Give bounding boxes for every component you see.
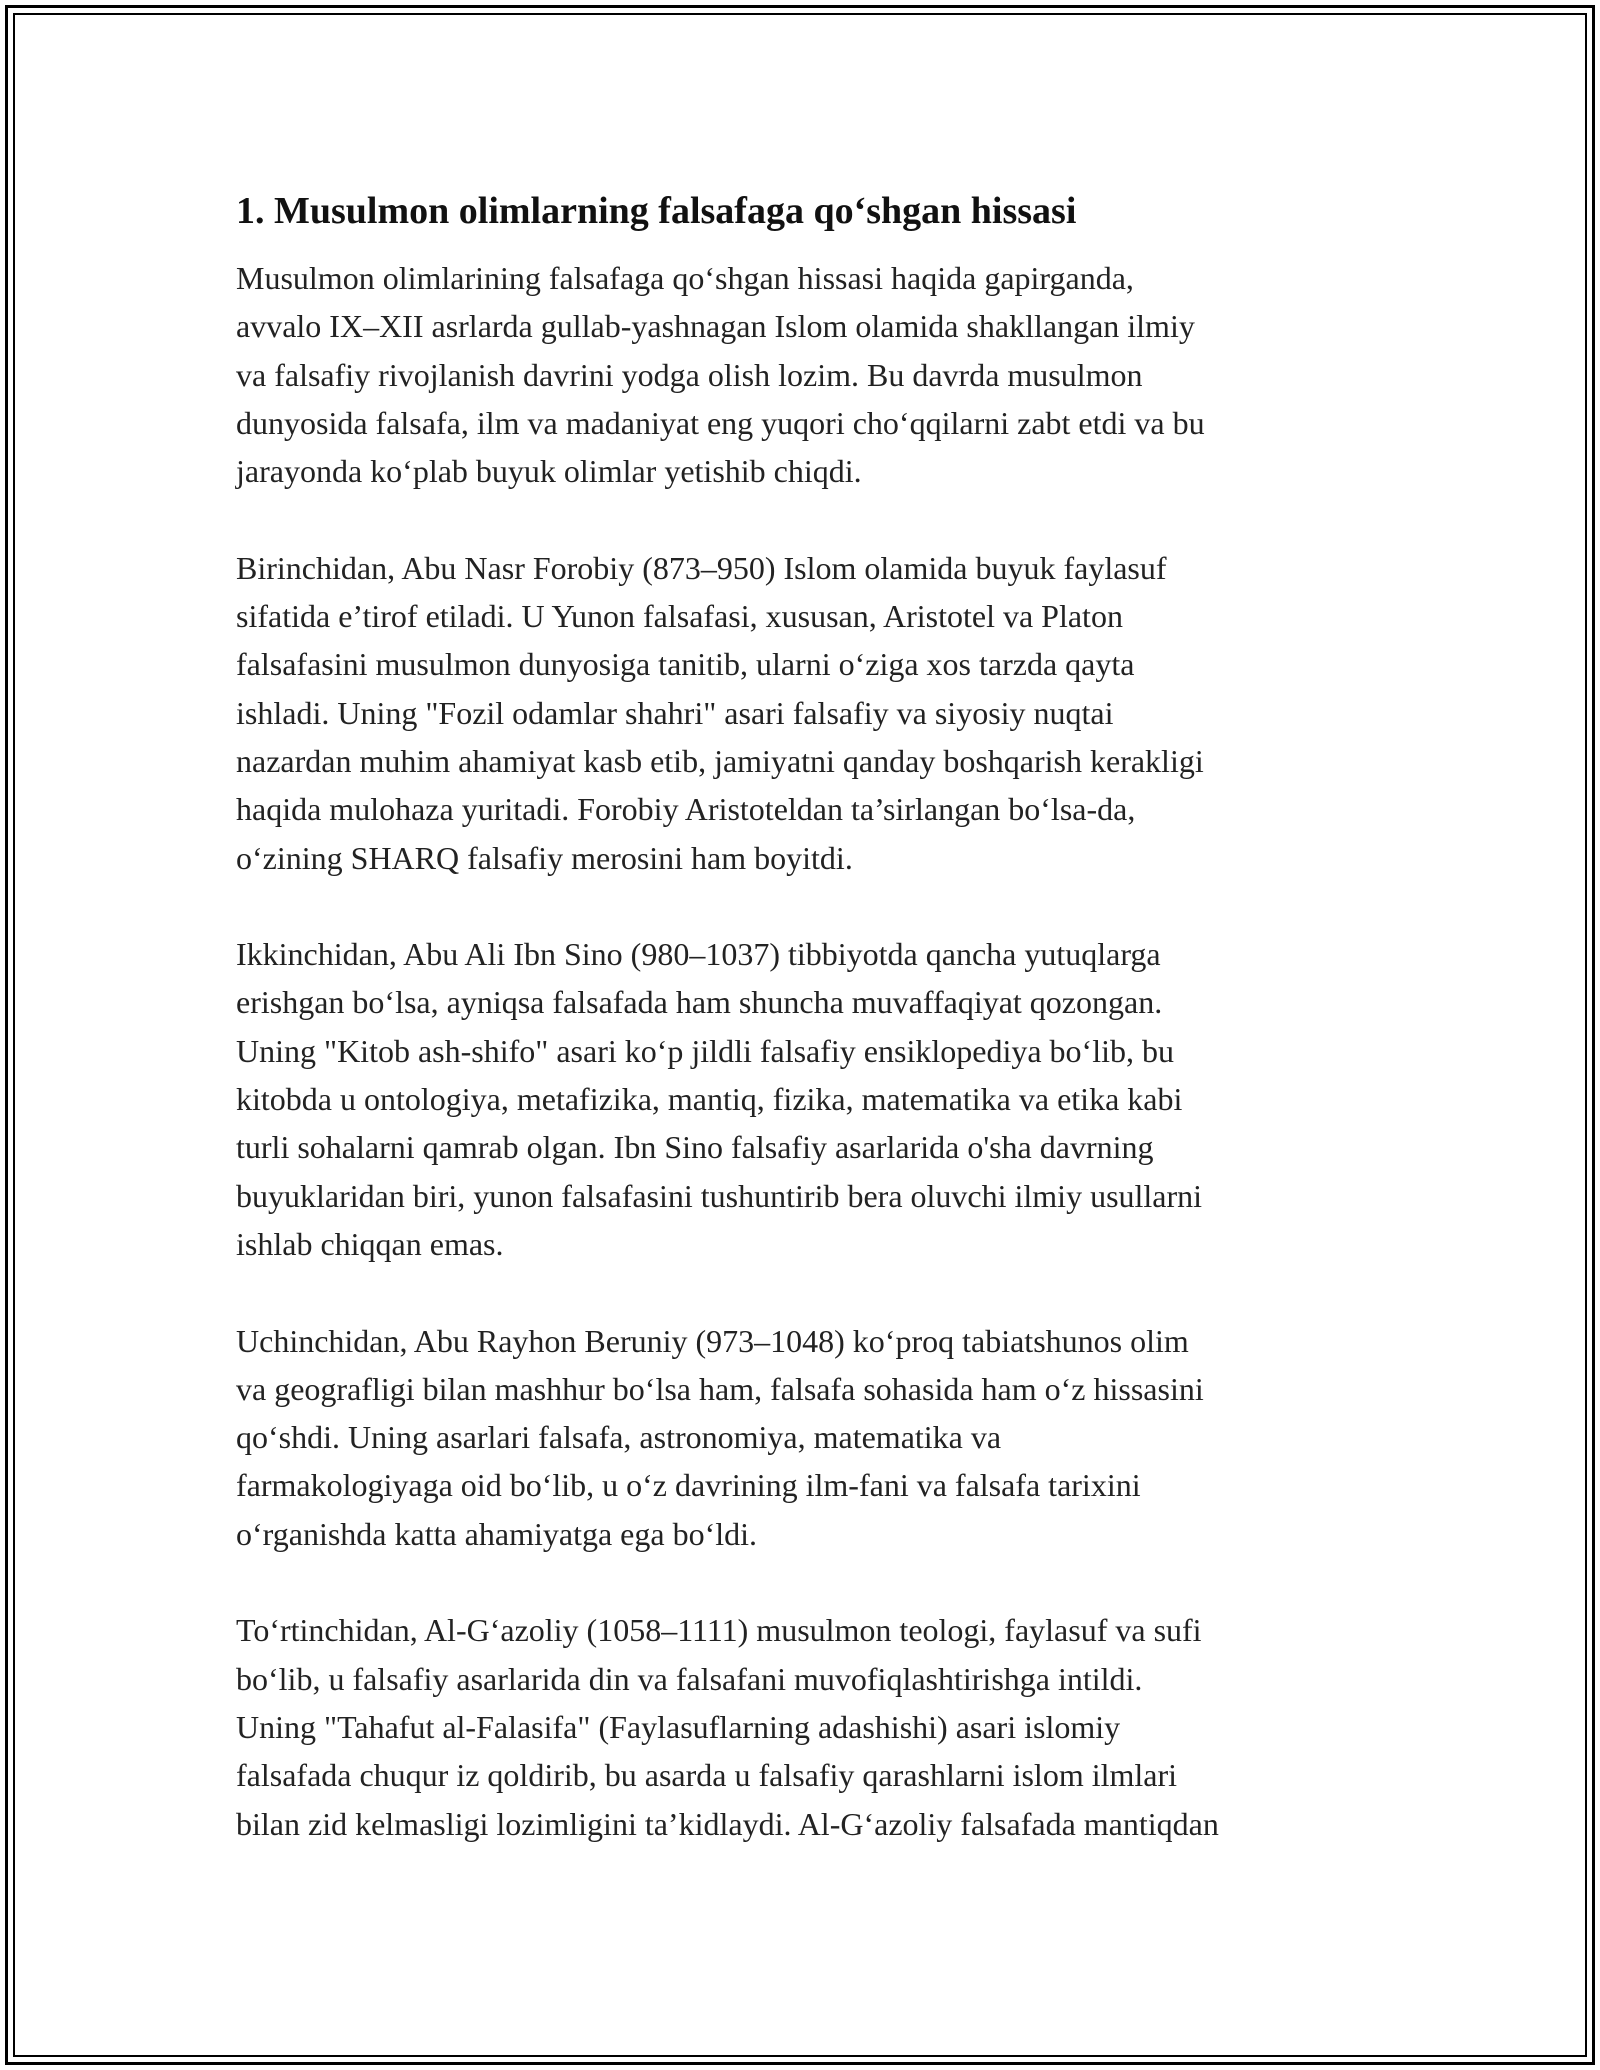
text-line: avvalo IX–XII asrlarda gullab-yashnagan Islom olamida shakllangan ilmiy (236, 308, 1195, 345)
text-line: Uning "Kitob ash-shifo" asari ko‘p jildli falsafiy ensiklopediya bo‘lib, bu (236, 1032, 1174, 1069)
text-line: falsafada chuqur iz qoldirib, bu asarda u falsafiy qarashlarni islom ilmlari (236, 1757, 1178, 1794)
text-line: dunyosida falsafa, ilm va madaniyat eng yuqori cho‘qqilarni zabt etdi va bu (236, 404, 1205, 441)
text-line: va falsafiy rivojlanish davrini yodga olish lozim. Bu davrda musulmon (236, 356, 1143, 393)
paragraph-beruniy (236, 1317, 1376, 1558)
text-line: Uning "Tahafut al-Falasifa" (Faylasuflarning adashishi) asari islomiy (236, 1708, 1121, 1745)
text-line: falsafasini musulmon dunyosiga tanitib, ularni o‘ziga xos tarzda qayta (236, 646, 1135, 683)
text-line: Musulmon olimlarining falsafaga qo‘shgan hissasi haqida gapirganda, (236, 260, 1134, 296)
document-body (236, 186, 1376, 1848)
text-line: jarayonda ko‘plab buyuk olimlar yetishib chiqdi. (236, 453, 862, 490)
text-line: ishlab chiqqan emas. (236, 1225, 504, 1262)
paragraph-forobiy (236, 544, 1376, 882)
text-line: o‘zining SHARQ falsafiy merosini ham boyitdi. (236, 839, 853, 876)
paragraph-intro (236, 254, 1376, 495)
text-line: bilan zid kelmasligi lozimligini ta’kidlaydi. Al-G‘azoliy falsafada mantiqdan (236, 1805, 1219, 1842)
text-line: o‘rganishda katta ahamiyatga ega bo‘ldi. (236, 1515, 757, 1552)
text-line: haqida mulohaza yuritadi. Forobiy Aristoteldan ta’sirlangan bo‘lsa-da, (236, 791, 1136, 828)
text-line: qo‘shdi. Uning asarlari falsafa, astronomiya, matematika va (236, 1419, 1002, 1456)
paragraph-gazoliy (236, 1606, 1376, 1847)
text-line: bo‘lib, u falsafiy asarlarida din va falsafani muvofiqlashtirishga intildi. (236, 1660, 1143, 1697)
text-line: va geografligi bilan mashhur bo‘lsa ham, falsafa sohasida ham o‘z hissasini (236, 1370, 1204, 1407)
text-line: nazardan muhim ahamiyat kasb etib, jamiyatni qanday boshqarish kerakligi (236, 742, 1204, 779)
section-heading: 1. Musulmon olimlarning falsafaga qo‘shgan hissasi (236, 190, 1077, 232)
text-line: sifatida e’tirof etiladi. U Yunon falsafasi, xususan, Aristotel va Platon (236, 598, 1123, 635)
text-line: ishladi. Uning "Fozil odamlar shahri" asari falsafiy va siyosiy nuqtai (236, 694, 1114, 731)
text-line: Birinchidan, Abu Nasr Forobiy (873–950) Islom olamida buyuk faylasuf (236, 549, 1167, 586)
text-line: erishgan bo‘lsa, ayniqsa falsafada ham shuncha muvaffaqiyat qozongan. (236, 984, 1163, 1021)
text-line: Ikkinchidan, Abu Ali Ibn Sino (980–1037) tibbiyotda qancha yutuqlarga (236, 936, 1161, 973)
text-line: Uchinchidan, Abu Rayhon Beruniy (973–1048) ko‘proq tabiatshunos olim (236, 1322, 1189, 1359)
text-line: kitobda u ontologiya, metafizika, mantiq, fizika, matematika va etika kabi (236, 1081, 1183, 1118)
paragraph-ibn-sino (236, 930, 1376, 1268)
text-line: farmakologiyaga oid bo‘lib, u o‘z davrining ilm-fani va falsafa tarixini (236, 1467, 1141, 1504)
text-line: turli sohalarni qamrab olgan. Ibn Sino falsafiy asarlarida o'sha davrning (236, 1129, 1154, 1166)
text-line: buyuklaridan biri, yunon falsafasini tushuntirib bera oluvchi ilmiy usullarni (236, 1177, 1203, 1214)
text-line: To‘rtinchidan, Al-G‘azoliy (1058–1111) musulmon teologi, faylasuf va sufi (236, 1612, 1202, 1649)
